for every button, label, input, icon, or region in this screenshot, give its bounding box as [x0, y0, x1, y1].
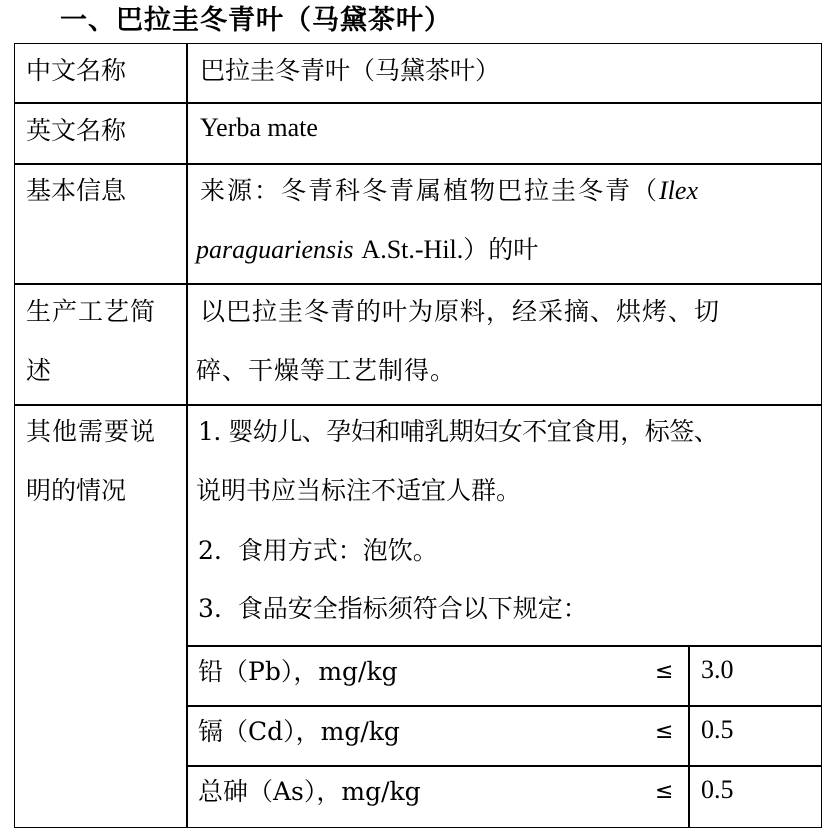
note-2: 2. 食用方式：泡饮。: [198, 536, 438, 565]
value-english-name: Yerba mate: [200, 113, 318, 142]
limit-value-arsenic: 0.5: [701, 775, 734, 804]
basic-info-line-1: [200, 176, 698, 206]
limits-row-divider: [186, 765, 822, 767]
limit-value-cadmium: 0.5: [701, 715, 734, 744]
limit-item-arsenic: 总砷（As），mg/kg: [198, 777, 421, 806]
value-chinese-name: 巴拉圭冬青叶（马黛茶叶）: [200, 56, 501, 85]
column-divider: [186, 43, 188, 828]
note-3: 3. 食品安全指标须符合以下规定：: [198, 594, 588, 623]
limit-operator-lead: ≤: [655, 659, 674, 684]
label-basic-info: 基本信息: [26, 176, 127, 205]
label-chinese-name: 中文名称: [26, 56, 127, 85]
label-other-line-1: 其他需要说: [26, 417, 157, 446]
row-divider: [14, 404, 822, 406]
source-suffix: ）的叶: [463, 235, 539, 264]
label-other-line-2: 明的情况: [26, 476, 127, 505]
genus-name: Ilex: [659, 176, 698, 205]
limit-value-lead: 3.0: [701, 655, 734, 684]
note-1-line-1: 1. 婴幼儿、孕妇和哺乳期妇女不宜食用，标签、: [198, 417, 719, 446]
label-process-line-2: 述: [26, 356, 52, 385]
process-line-1: 以巴拉圭冬青的叶为原料，经采摘、烘烤、切: [200, 297, 721, 326]
label-english-name: 英文名称: [26, 116, 127, 145]
limit-operator-cadmium: ≤: [655, 719, 674, 744]
process-line-2: 碎、干燥等工艺制得。: [196, 356, 457, 385]
species-name: paraguariensis: [196, 235, 354, 264]
limits-column-divider: [688, 645, 690, 828]
basic-info-line-2: [196, 235, 538, 265]
limit-item-cadmium: 镉（Cd），mg/kg: [198, 717, 400, 746]
row-divider: [14, 102, 822, 104]
authority-name: A.St.-Hil.: [361, 235, 464, 264]
limit-operator-arsenic: ≤: [655, 779, 674, 804]
row-divider: [14, 163, 822, 165]
label-process-line-1: 生产工艺简: [26, 297, 157, 326]
note-1-line-2: 说明书应当标注不适宜人群。: [196, 476, 522, 505]
limits-row-divider: [186, 705, 822, 707]
row-divider: [14, 283, 822, 285]
document-heading: 一、巴拉圭冬青叶（马黛茶叶）: [60, 5, 452, 36]
source-text: 来源：冬青科冬青属植物巴拉圭冬青（: [200, 176, 660, 205]
limits-table-top: [186, 645, 822, 647]
limit-item-lead: 铅（Pb），mg/kg: [198, 657, 398, 686]
